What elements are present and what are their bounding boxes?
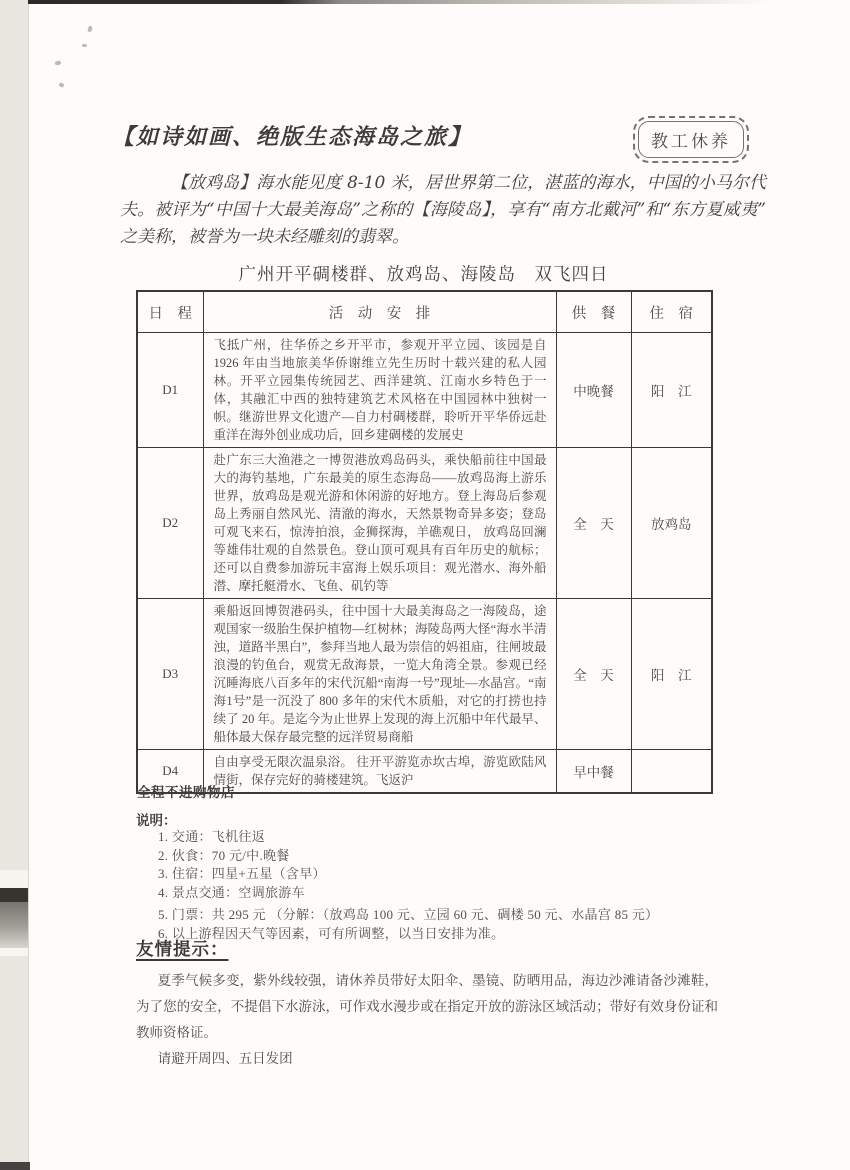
meals-cell: 全 天: [556, 448, 631, 599]
plan-cell: 赴广东三大渔港之一博贺港放鸡岛码头，乘快船前往中国最大的海钓基地，广东最美的原生态海岛——放鸡岛海上游乐世界，放鸡岛是观光游和休闲游的好地方。登上海岛后参观岛上秀丽自然风光、清澈的海水，天然景物奇异多姿；登岛可观飞来石，惊涛拍浪，金狮探海，羊礁观日， 放鸡岛回澜等雄伟壮观的自然景色。登山顶可观具有百年历史的航标；还可以自费参加游玩丰富海上娱乐项目：观光潜水、海外船潜、摩托艇滑水、飞鱼、矶钓等: [213, 453, 547, 593]
table-row: [137, 599, 712, 750]
table-row: [137, 448, 712, 599]
note-item: 2. 伙食：70 元/中.晚餐: [158, 847, 290, 863]
scan-dark-smudge: [0, 888, 28, 902]
tips-footer: 请避开周四、五日发团: [157, 1051, 293, 1066]
day-cell: D3: [137, 599, 203, 750]
header-stay: 住 宿: [631, 291, 712, 333]
plan-cell: 飞抵广州，往华侨之乡开平市，参观开平立园、该园是自 1926 年由当地旅美华侨谢维立先生历时十载兴建的私人园林。开平立园集传统园艺、西洋建筑、江南水乡特色于一体，其融汇中西的独特建筑艺术风格在中国园林中独树一帜。继游世界文化遗产—自力村碉楼群，聆听开平华侨远赴重洋在海外创业成功后，回乡建碉楼的发展史: [213, 338, 547, 442]
meals-cell: 全 天: [556, 599, 631, 750]
scan-band-notch: [0, 870, 28, 888]
header-meals: 供 餐: [556, 291, 631, 333]
tips-heading: 友情提示：: [136, 939, 229, 959]
tips-body: 夏季气候多变，紫外线较强，请休养员带好太阳伞、墨镜、防晒用品，海边沙滩请备沙滩鞋，为了您的安全，不提倡下水游泳，可作戏水漫步或在指定开放的游泳区域活动；带好有效身份证和教师资格证。: [136, 973, 718, 1040]
stamp-badge-label: 教工休养: [638, 121, 744, 158]
notes-heading: 说明：: [136, 813, 177, 828]
plan-cell: 乘船返回博贺港码头，往中国十大最美海岛之一海陵岛，途观国家一级胎生保护植物—红树林；海陵岛两大怪“海水半清浊，道路半黑白”，参拜当地人最为崇信的妈祖庙，往闸坡最浪漫的钓鱼台，观赏无敌海景，一览大角湾全景。参观已经沉睡海底八百多年的宋代沉船“南海一号”现址—水晶宫。“南海1号”是一沉没了 800 多年的宋代木质船，对它的打捞也持续了 20 年。是迄今为止世界上发现的海上沉船中年代最早、船体最大保存最完整的远洋贸易商船: [213, 604, 547, 744]
note-item: 4. 景点交通：空调旅游车: [158, 885, 305, 901]
itinerary-title: 广州开平碉楼群、放鸡岛、海陵岛 双飞四日: [238, 264, 609, 284]
scan-left-edge-band: [0, 0, 29, 1170]
day-cell: D1: [137, 333, 203, 448]
table-header-row: [137, 291, 712, 333]
scan-speck: [87, 26, 93, 33]
document-title: 【如诗如画、绝版生态海岛之旅】: [112, 124, 473, 150]
note-item: 5. 门票：共 295 元 （分解：（放鸡岛 100 元、立园 60 元、碉楼 50 元、水晶宫 85 元）: [158, 906, 659, 922]
no-shopping-note: 全程不进购物店: [137, 785, 235, 800]
notes-list: [158, 828, 718, 943]
scan-bottom-edge-mark: [0, 1162, 30, 1170]
stay-cell: 阳 江: [631, 333, 712, 448]
intro-paragraph: 【放鸡岛】海水能见度 8-10 米，居世界第二位，湛蓝的海水，中国的小马尔代夫。被评为“中国十大最美海岛”之称的【海陵岛】，享有“南方北戴河”和“东方夏威夷”之美称，被誉为一块未经雕刻的翡翠。: [120, 173, 766, 247]
header-day: 日 程: [137, 291, 203, 333]
scan-speck: [55, 60, 62, 65]
stay-cell: 阳 江: [631, 599, 712, 750]
scan-speck: [58, 82, 64, 88]
itinerary-table: [136, 290, 713, 794]
scan-band-notch: [0, 948, 28, 956]
scan-top-edge-line: [28, 0, 770, 4]
table-row: [137, 333, 712, 448]
tips-section: [136, 936, 718, 1072]
day-cell: D4: [137, 750, 203, 794]
header-activities: 活 动 安 排: [203, 291, 556, 333]
note-item: 6. 以上游程因天气等因素，可有所调整，以当日安排为准。: [158, 925, 505, 941]
stay-cell: [631, 750, 712, 794]
meals-cell: 中晚餐: [556, 333, 631, 448]
note-item: 3. 住宿：四星+五星（含早）: [158, 866, 326, 882]
day-cell: D2: [137, 448, 203, 599]
stay-cell: 放鸡岛: [631, 448, 712, 599]
meals-cell: 早中餐: [556, 750, 631, 794]
plan-cell: 自由享受无限次温泉浴。 往开平游览赤坎古埠，游览欧陆风情街，保存完好的骑楼建筑。飞返沪: [213, 755, 547, 787]
scan-speck: [82, 44, 87, 47]
stamp-badge: [633, 116, 749, 163]
note-item: 1. 交通：飞机往返: [158, 829, 265, 844]
scan-smudge-gradient: [0, 902, 28, 948]
